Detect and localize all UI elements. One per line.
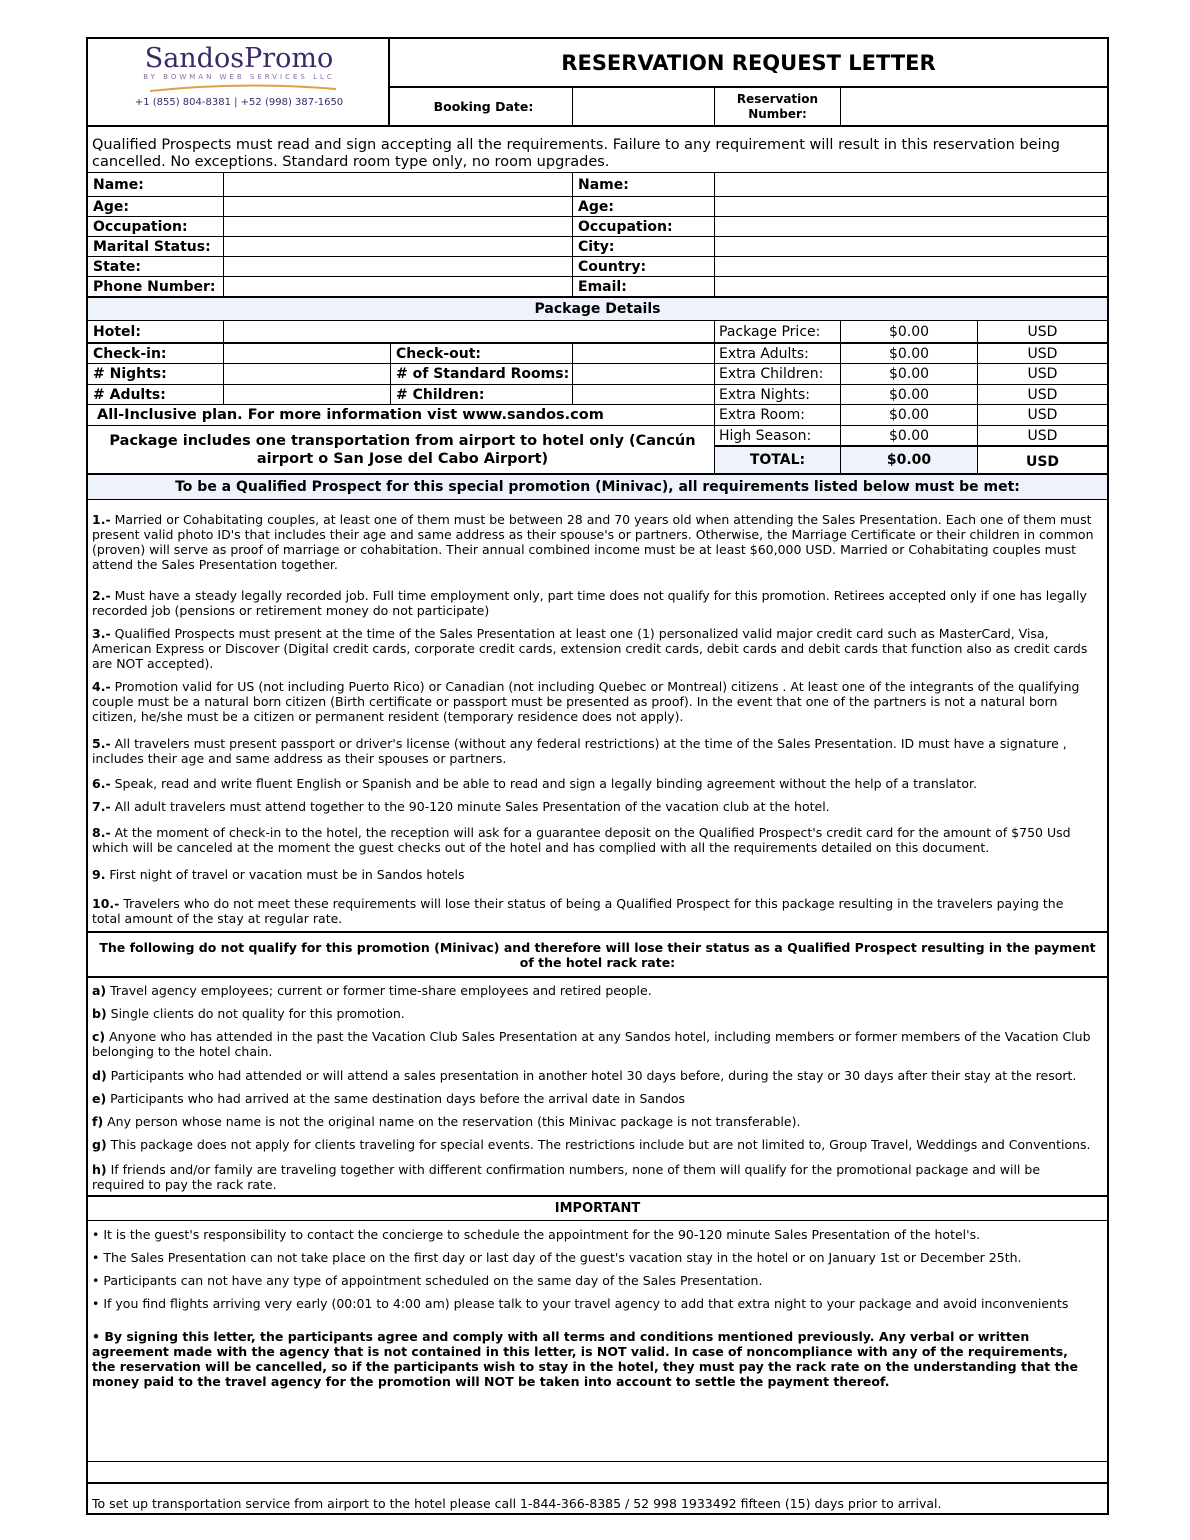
important-item: • The Sales Presentation can not take place on the first day or last day of the guest's vacation stay in the hotel or on January 1st or December 25th. (92, 1250, 1022, 1265)
signature-field[interactable] (88, 1462, 1107, 1482)
requirement-item: 6.- Speak, read and write fluent English or Spanish and be able to read and sign a legally binding agreement without the help of a translator. (92, 776, 977, 791)
extra-room-currency: USD (1027, 407, 1058, 423)
requirement-item: 8.- At the moment of check-in to the hotel, the reception will ask for a guarantee deposit on the Qualified Prospect's credit card for the amount of $750 Usd which will be canceled at the moment the guest checks out of the hotel and has complied with all the requirements detailed on this document. (92, 825, 1071, 855)
guest1-age-field[interactable] (224, 197, 572, 216)
disqualify-item: b) Single clients do not quality for this promotion. (92, 1006, 405, 1021)
important-item: • If you find flights arriving very early (00:01 to 4:00 am) please talk to your travel agency to add that extra night to your package and avoid inconvenients (92, 1296, 1069, 1311)
disqualify-item: f) Any person whose name is not the original name on the reservation (this Minivac package is not transferable). (92, 1114, 801, 1129)
requirement-item: 9. First night of travel or vacation must be in Sandos hotels (92, 867, 465, 882)
state-label: State: (93, 258, 142, 275)
total-amount: $0.00 (841, 447, 977, 473)
nights-field[interactable] (224, 364, 390, 384)
hotel-field[interactable] (224, 322, 714, 342)
phone-number-label: Phone Number: (93, 278, 216, 295)
logo-block (88, 39, 390, 125)
extra-children-currency: USD (1027, 366, 1058, 382)
country-label: Country: (578, 258, 647, 275)
city-field[interactable] (715, 237, 1107, 256)
disqualify-item: g) This package does not apply for clients traveling for special events. The restrictions include but are not limited to, Group Travel, Weddings and Conventions. (92, 1137, 1091, 1152)
guest1-occupation-field[interactable] (224, 217, 572, 236)
standard-rooms-field[interactable] (573, 364, 714, 384)
disqualify-item: a) Travel agency employees; current or former time-share employees and retired people. (92, 983, 652, 998)
guest2-age-field[interactable] (715, 197, 1107, 216)
package-price-currency: USD (1027, 324, 1058, 340)
extra-room-amount[interactable]: $0.00 (888, 407, 930, 423)
adults-field[interactable] (224, 385, 390, 404)
nights-label: # Nights: (93, 366, 167, 382)
disqualify-item: d) Participants who had attended or will attend a sales presentation in another hotel 30 days before, during the stay or 30 days after their stay at the resort. (92, 1068, 1077, 1083)
city-label: City: (578, 238, 615, 255)
checkin-field[interactable] (224, 344, 390, 363)
booking-date-label: Booking Date: (390, 88, 573, 125)
high-season-amount[interactable]: $0.00 (888, 427, 930, 444)
checkout-field[interactable] (573, 344, 714, 363)
reservation-number-label: Reservation Number: (715, 88, 841, 125)
marital-status-label: Marital Status: (93, 238, 211, 255)
total-currency: USD (1025, 454, 1060, 470)
extra-adults-label: Extra Adults: (719, 345, 809, 362)
extra-nights-label: Extra Nights: (719, 386, 811, 403)
logo-text: SandosPromo (144, 43, 334, 74)
guest2-name-label: Name: (578, 176, 629, 193)
important-heading: IMPORTANT (88, 1197, 1107, 1221)
requirement-item: 5.- All travelers must present passport or driver's license (without any federal restrictions) at the time of the Sales Presentation. ID must have a signature , includes their age and same address as their spouses or partners. (92, 736, 1067, 766)
requirements-heading: To be a Qualified Prospect for this special promotion (Minivac), all requirements listed below must be met: (88, 475, 1107, 500)
guest1-occupation-label: Occupation: (93, 218, 188, 235)
important-item: • Participants can not have any type of appointment scheduled on the same day of the Sales Presentation. (92, 1273, 763, 1288)
guest2-age-label: Age: (578, 198, 614, 215)
extra-adults-amount[interactable]: $0.00 (888, 345, 930, 362)
logo-swoosh (148, 83, 338, 93)
logo-phone: +1 (855) 804-8381 | +52 (998) 387-1650 (134, 97, 344, 108)
extra-adults-currency: USD (1027, 345, 1058, 362)
children-field[interactable] (573, 385, 714, 404)
extra-room-label: Extra Room: (719, 407, 805, 423)
guest2-occupation-label: Occupation: (578, 218, 673, 235)
guest1-name-field[interactable] (224, 173, 572, 196)
signing-statement: • By signing this letter, the participants agree and comply with all terms and conditions mentioned previously. Any verbal or written agreement made with the agency that is not contained in this letter, is NOT valid. In case of noncompliance with any of the requirements, the reservation will be cancelled, so if the participants wish to stay in the hotel, they must pay the rack rate on the understanding that the money paid to the travel agency for the promotion will NOT be taken into account to settle the payment thereof. (92, 1329, 1078, 1389)
extra-nights-amount[interactable]: $0.00 (888, 386, 930, 403)
hotel-label: Hotel: (93, 324, 141, 340)
email-label: Email: (578, 278, 627, 295)
requirement-item: 10.- Travelers who do not meet these requirements will lose their status of being a Qualified Prospect for this package resulting in the travelers paying the total amount of the stay at regular rate. (92, 896, 1064, 926)
adults-label: # Adults: (93, 386, 166, 403)
package-price-amount[interactable]: $0.00 (888, 324, 930, 340)
requirement-item: 3.- Qualified Prospects must present at the time of the Sales Presentation at least one (1) personalized valid major credit card such as MasterCard, Visa, American Express or Discover (Digital credit cards, corporate credit cards, extension credit cards, debit cards and debit cards that function also as credit cards are NOT accepted). (92, 626, 1088, 671)
guest2-name-field[interactable] (715, 173, 1107, 196)
reservation-number-field[interactable] (841, 88, 1107, 125)
disqualify-item: h) If friends and/or family are traveling together with different confirmation numbers, none of them will qualify for the promotional package and will be required to pay the rack rate. (92, 1162, 1041, 1192)
disqualify-item: e) Participants who had arrived at the same destination days before the arrival date in Sandos (92, 1091, 686, 1106)
children-label: # Children: (396, 386, 485, 403)
high-season-label: High Season: (719, 427, 812, 444)
important-item: • It is the guest's responsibility to contact the concierge to schedule the appointment for the 90-120 minute Sales Presentation of the hotel's. (92, 1227, 981, 1242)
requirement-item: 2.- Must have a steady legally recorded job. Full time employment only, part time does not qualify for this promotion. Retirees accepted only if one has legally recorded job (pensions or retirement money do not participate) (92, 588, 1087, 618)
package-price-label: Package Price: (719, 324, 821, 340)
marital-status-field[interactable] (224, 237, 572, 256)
standard-rooms-label: # of Standard Rooms: (396, 366, 570, 382)
intro-text: Qualified Prospects must read and sign accepting all the requirements. Failure to any requirement will result in this reservation being cancelled. No exceptions. Standard room type only, no room upgrades. (92, 137, 1060, 170)
high-season-currency: USD (1027, 427, 1058, 444)
checkout-label: Check-out: (396, 345, 482, 362)
requirement-item: 7.- All adult travelers must attend together to the 90-120 minute Sales Presentation of the vacation club at the hotel. (92, 799, 830, 814)
requirement-item: 1.- Married or Cohabitating couples, at least one of them must be between 28 and 70 years old when attending the Sales Presentation. Each one of them must present valid photo ID's that includes their age and same address as their spouse's or partners. Otherwise, the Marriage Certificate or their children in common (proven) will serve as proof of marriage or cohabitation. Their annual combined income must be at least $60,000 USD. Married or Cohabitating couples must attend the Sales Presentation together. (92, 512, 1094, 572)
phone-number-field[interactable] (224, 277, 572, 296)
booking-date-field[interactable] (573, 88, 715, 125)
guest1-age-label: Age: (93, 198, 129, 215)
guest1-name-label: Name: (93, 176, 144, 193)
email-field[interactable] (715, 277, 1107, 296)
disqualify-item: c) Anyone who has attended in the past the Vacation Club Sales Presentation at any Sandos hotel, including members or former members of the Vacation Club belonging to the hotel chain. (92, 1029, 1091, 1059)
extra-children-label: Extra Children: (719, 366, 824, 382)
country-field[interactable] (715, 257, 1107, 276)
all-inclusive-note: All-Inclusive plan. For more information vist www.sandos.com (97, 407, 604, 423)
total-label: TOTAL: (715, 447, 840, 473)
document-title: RESERVATION REQUEST LETTER (390, 39, 1107, 88)
requirement-item: 4.- Promotion valid for US (not including Puerto Rico) or Canadian (not including Quebec or Montreal) citizens . At least one of the integrants of the qualifying couple must be a natural born citizen (Birth certificate or passport must be presented as proof). In the event that one of the partners is not a natural born citizen, he/she must be a citizen or permanent resident (temporary residence does not apply). (92, 679, 1080, 724)
state-field[interactable] (224, 257, 572, 276)
extra-children-amount[interactable]: $0.00 (888, 366, 930, 382)
logo-subtitle: BY BOWMAN WEB SERVICES LLC (143, 73, 335, 81)
footer-note: To set up transportation service from airport to the hotel please call 1-844-366-8385 / 52 998 1933492 fifteen (15) days prior to arrival. (92, 1496, 942, 1511)
package-details-heading: Package Details (88, 298, 1107, 321)
header-divider (88, 125, 1107, 127)
extra-nights-currency: USD (1027, 386, 1058, 403)
guest2-occupation-field[interactable] (715, 217, 1107, 236)
disqualify-heading: The following do not qualify for this promotion (Minivac) and therefore will lose their status as a Qualified Prospect resulting in the payment of the hotel rack rate: (99, 939, 1096, 970)
transport-note: Package includes one transportation from airport to hotel only (Cancún airport o San Jose del Cabo Airport) (109, 432, 696, 467)
checkin-label: Check-in: (93, 345, 167, 362)
